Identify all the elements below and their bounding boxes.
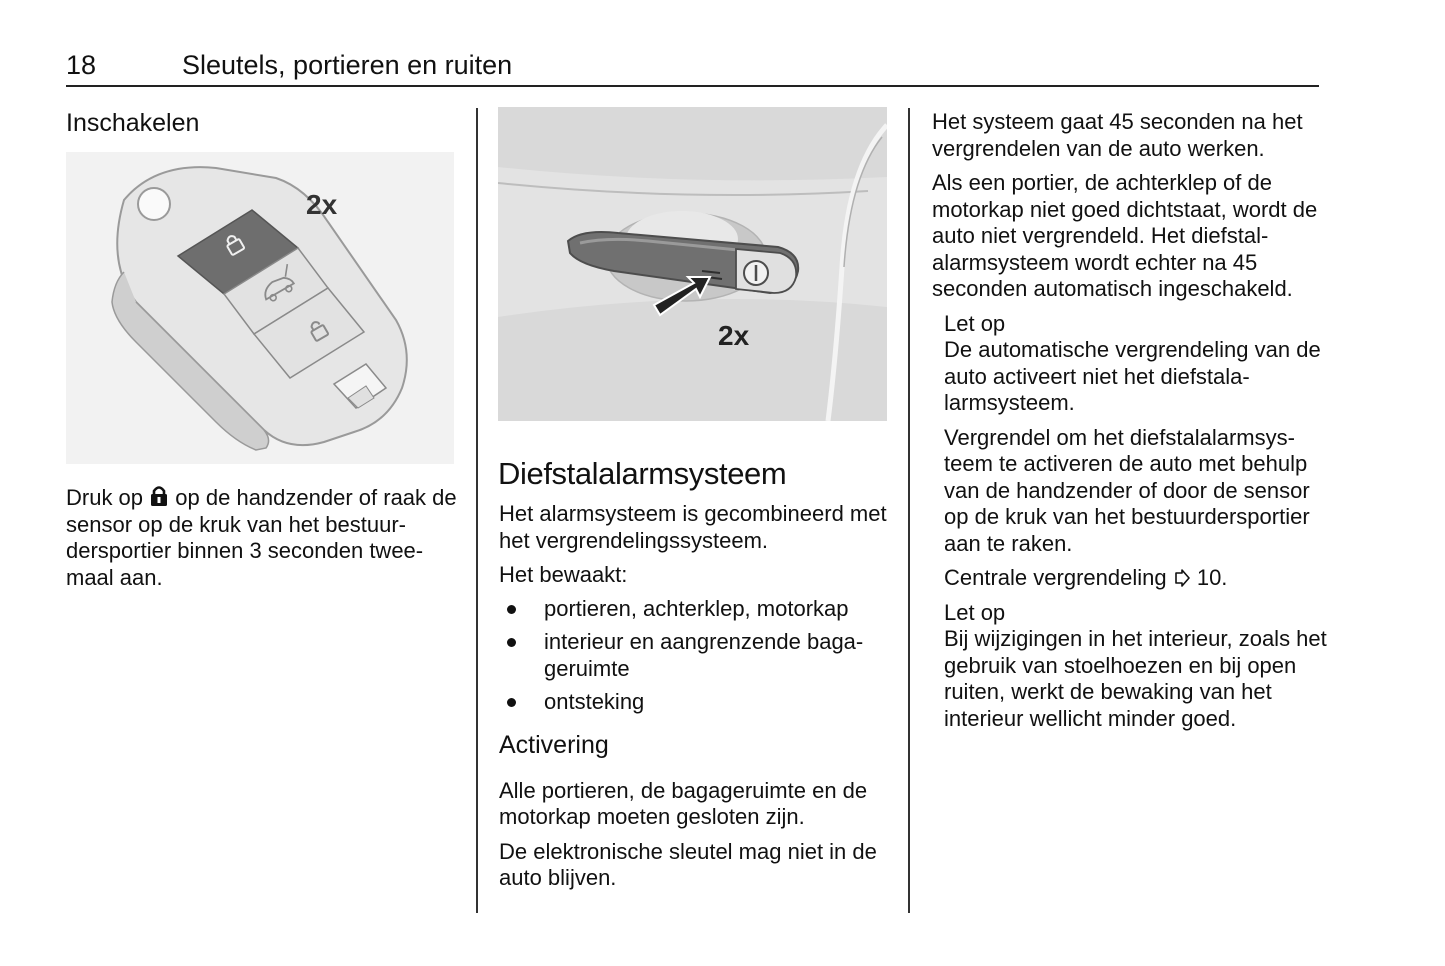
page-title: Sleutels, portieren en ruiten [182, 50, 513, 80]
column-divider [476, 108, 478, 913]
paragraph: Als een portier, de achterklep of de motorkap niet goed dichtstaat, wordt de auto niet vergrendeld. Het diefstalalarmsysteem wordt echter na 45 seconden automatisch ingeschakeld. [932, 170, 1318, 301]
note-title: Let op [944, 310, 1006, 336]
column-divider [908, 108, 910, 913]
cross-reference-text: Centrale vergrendeling [944, 565, 1167, 590]
inschakelen-instruction [66, 485, 458, 591]
door-handle-illustration [498, 107, 887, 421]
note-title: Let op [944, 599, 1006, 625]
cross-reference[interactable] [944, 565, 1327, 592]
lock-icon [149, 485, 169, 507]
door-handle-drawing [498, 107, 887, 421]
note-text: De automatische vergrendeling van de auto activeert niet het diefstalalarmsysteem. [944, 337, 1321, 415]
activering-paragraph: De elektronische sleutel mag niet in de auto blijven. [499, 838, 877, 890]
note-box [944, 311, 1327, 733]
list-item-text: portieren, achterklep, motorkap [544, 595, 849, 621]
bullet-dot [507, 605, 516, 614]
list-item [499, 629, 891, 682]
instruction-text-after: op de handzender of raak de sensor op de kruk van het bestuurdersportier binnen 3 seconden tweemaal aan. [66, 485, 457, 590]
instruction-text-before: Druk op [66, 485, 144, 510]
list-item-text: interieur en aangrenzende bagageruimte [544, 629, 864, 681]
list-item [499, 596, 891, 623]
paragraph: Het systeem gaat 45 seconden na het vergrendelen van de auto werken. [932, 109, 1303, 161]
alarm-section-body [499, 501, 891, 892]
cross-reference-page: 10. [1196, 565, 1228, 590]
key-fob-drawing [66, 152, 454, 464]
section-heading-inschakelen: Inschakelen [66, 109, 200, 137]
guards-label: Het bewaakt: [499, 562, 628, 587]
press-twice-label: 2x [718, 320, 750, 351]
list-item-text: ontsteking [544, 689, 645, 714]
list-item [499, 689, 891, 716]
header-rule [66, 85, 1319, 87]
activering-paragraph: Alle portieren, de bagageruimte en de motorkap moeten gesloten zijn. [499, 777, 868, 829]
press-twice-label: 2x [306, 189, 338, 220]
subheading-activering: Activering [499, 730, 609, 759]
note-text: Bij wijzigingen in het interieur, zoals het gebruik van stoelhoezen en bij open ruiten, werkt de bewaking van het interieur wellicht minder goed. [944, 626, 1327, 731]
page-number: 18 [66, 50, 97, 80]
alarm-intro: Het alarmsysteem is gecombineerd met het vergrendelingssysteem. [499, 501, 887, 553]
bullet-dot [507, 698, 516, 707]
key-fob-illustration [66, 152, 454, 464]
note-text: Vergrendel om het diefstalalarmsysteem te activeren de auto met behulp van de handzender of door de sensor op de kruk van het bestuurdersportier aan te raken. [944, 424, 1310, 556]
bullet-dot [507, 638, 516, 647]
alarm-details-column [932, 109, 1327, 732]
section-heading-diefstalalarmsysteem: Diefstalalarmsysteem [498, 456, 787, 491]
cross-reference-arrow-icon [1173, 569, 1191, 587]
